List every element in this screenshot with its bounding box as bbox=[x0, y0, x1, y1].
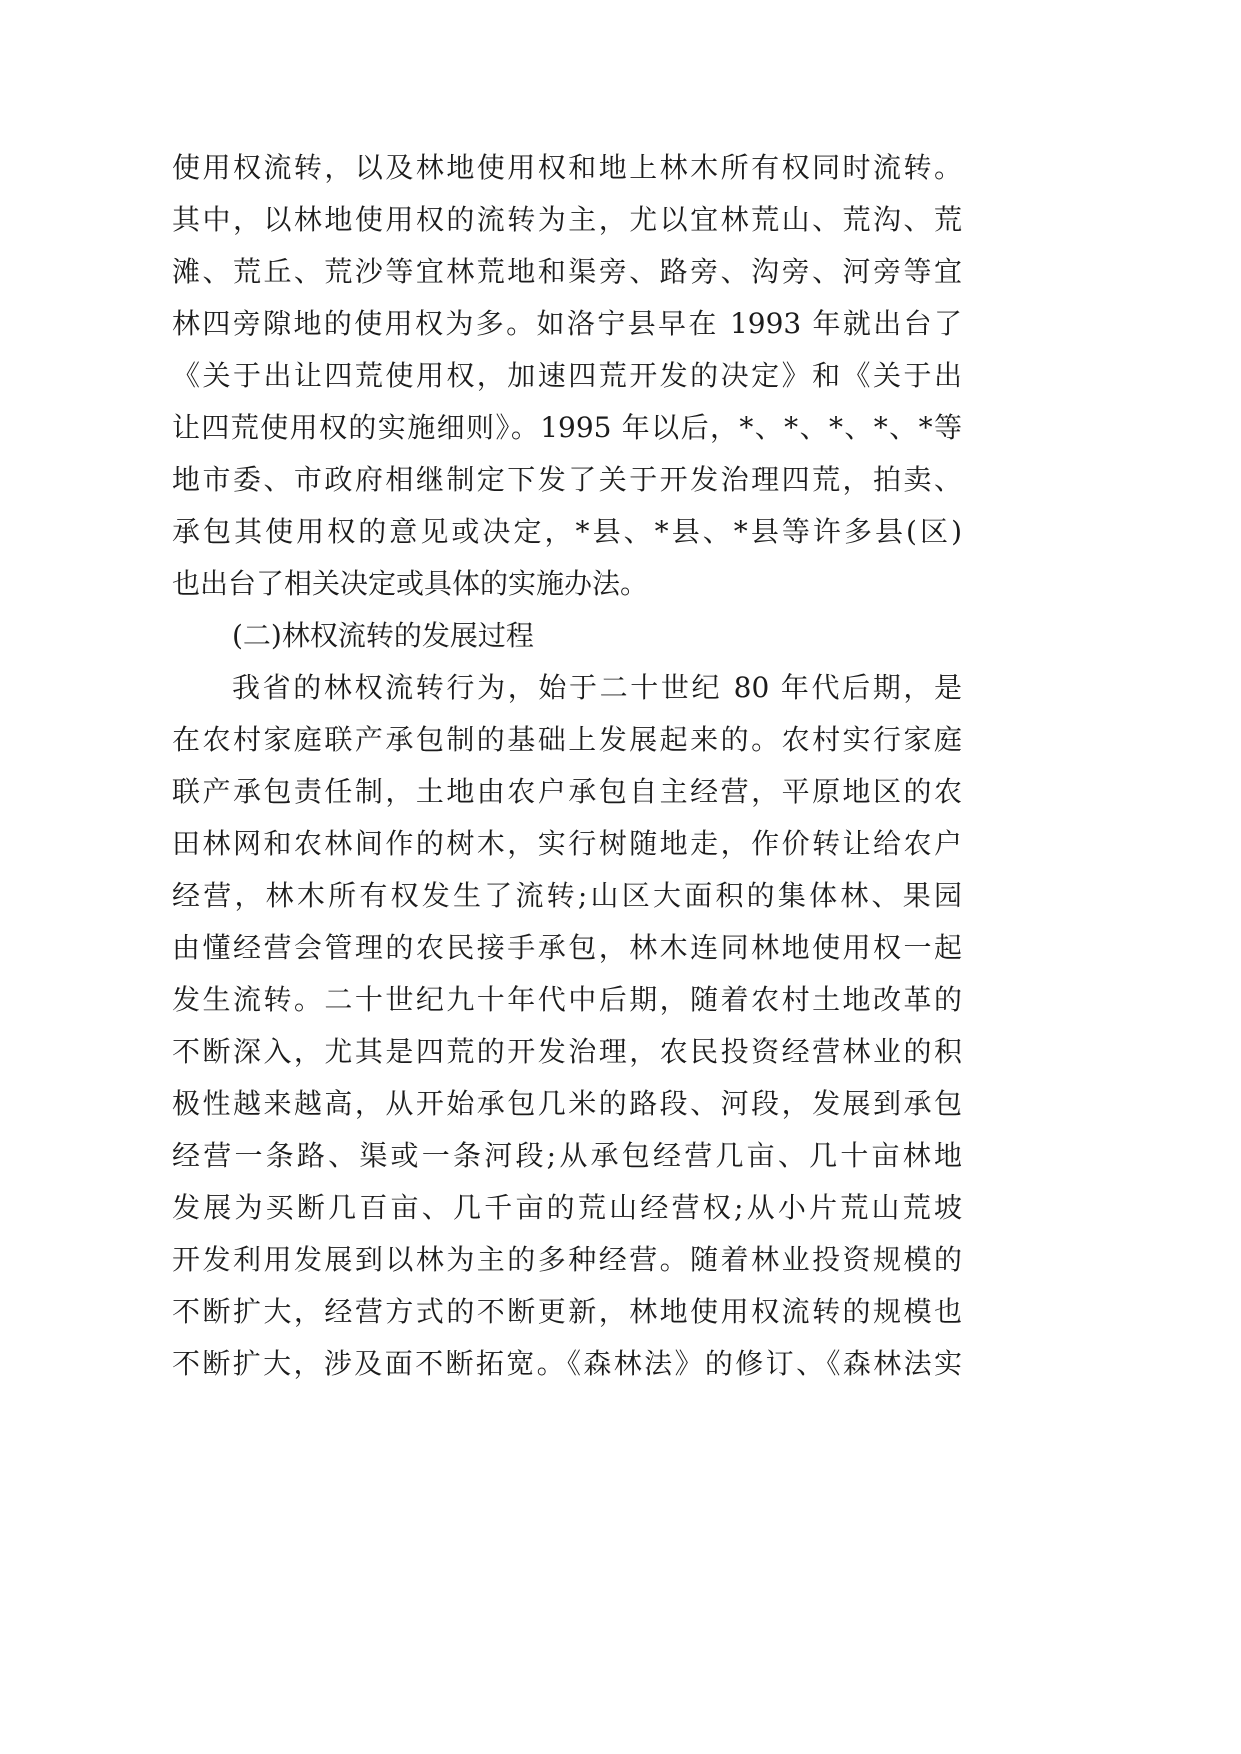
section-heading: (二)林权流转的发展过程 bbox=[232, 619, 534, 652]
body-line: 承包其使用权的意见或决定，*县、*县、*县等许多县(区) bbox=[172, 515, 962, 548]
body-line: 开发利用发展到以林为主的多种经营。随着林业投资规模的 bbox=[172, 1243, 962, 1276]
body-line: 由懂经营会管理的农民接手承包，林木连同林地使用权一起 bbox=[172, 931, 962, 964]
body-line: 地市委、市政府相继制定下发了关于开发治理四荒，拍卖、 bbox=[172, 463, 962, 496]
body-line: 经营一条路、渠或一条河段;从承包经营几亩、几十亩林地 bbox=[172, 1139, 962, 1172]
body-line: 我省的林权流转行为，始于二十世纪 80 年代后期，是 bbox=[232, 671, 962, 704]
body-line: 使用权流转，以及林地使用权和地上林木所有权同时流转。 bbox=[172, 151, 962, 184]
body-line: 也出台了相关决定或具体的实施办法。 bbox=[172, 567, 649, 600]
body-line: 联产承包责任制，土地由农户承包自主经营，平原地区的农 bbox=[172, 775, 962, 808]
body-line: 极性越来越高，从开始承包几米的路段、河段，发展到承包 bbox=[172, 1087, 962, 1120]
body-line: 在农村家庭联产承包制的基础上发展起来的。农村实行家庭 bbox=[172, 723, 962, 756]
body-line: 发展为买断几百亩、几千亩的荒山经营权;从小片荒山荒坡 bbox=[172, 1191, 962, 1224]
body-line: 让四荒使用权的实施细则》。1995 年以后，*、*、*、*、*等 bbox=[172, 411, 962, 444]
body-line: 田林网和农林间作的树木，实行树随地走，作价转让给农户 bbox=[172, 827, 962, 860]
paragraph-continuation bbox=[172, 142, 962, 610]
document-body bbox=[172, 142, 962, 1390]
body-line: 发生流转。二十世纪九十年代中后期，随着农村土地改革的 bbox=[172, 983, 962, 1016]
body-line: 《关于出让四荒使用权，加速四荒开发的决定》和《关于出 bbox=[172, 359, 962, 392]
body-line: 林四旁隙地的使用权为多。如洛宁县早在 1993 年就出台了 bbox=[172, 307, 962, 340]
body-line: 经营，林木所有权发生了流转;山区大面积的集体林、果园 bbox=[172, 879, 962, 912]
body-line: 不断扩大，经营方式的不断更新，林地使用权流转的规模也 bbox=[172, 1295, 962, 1328]
body-line: 不断深入，尤其是四荒的开发治理，农民投资经营林业的积 bbox=[172, 1035, 962, 1068]
body-line: 不断扩大，涉及面不断拓宽。《森林法》的修订、《森林法实 bbox=[172, 1347, 962, 1380]
paragraph-development-process bbox=[172, 662, 962, 1390]
body-line: 其中，以林地使用权的流转为主，尤以宜林荒山、荒沟、荒 bbox=[172, 203, 962, 236]
body-line: 滩、荒丘、荒沙等宜林荒地和渠旁、路旁、沟旁、河旁等宜 bbox=[172, 255, 962, 288]
